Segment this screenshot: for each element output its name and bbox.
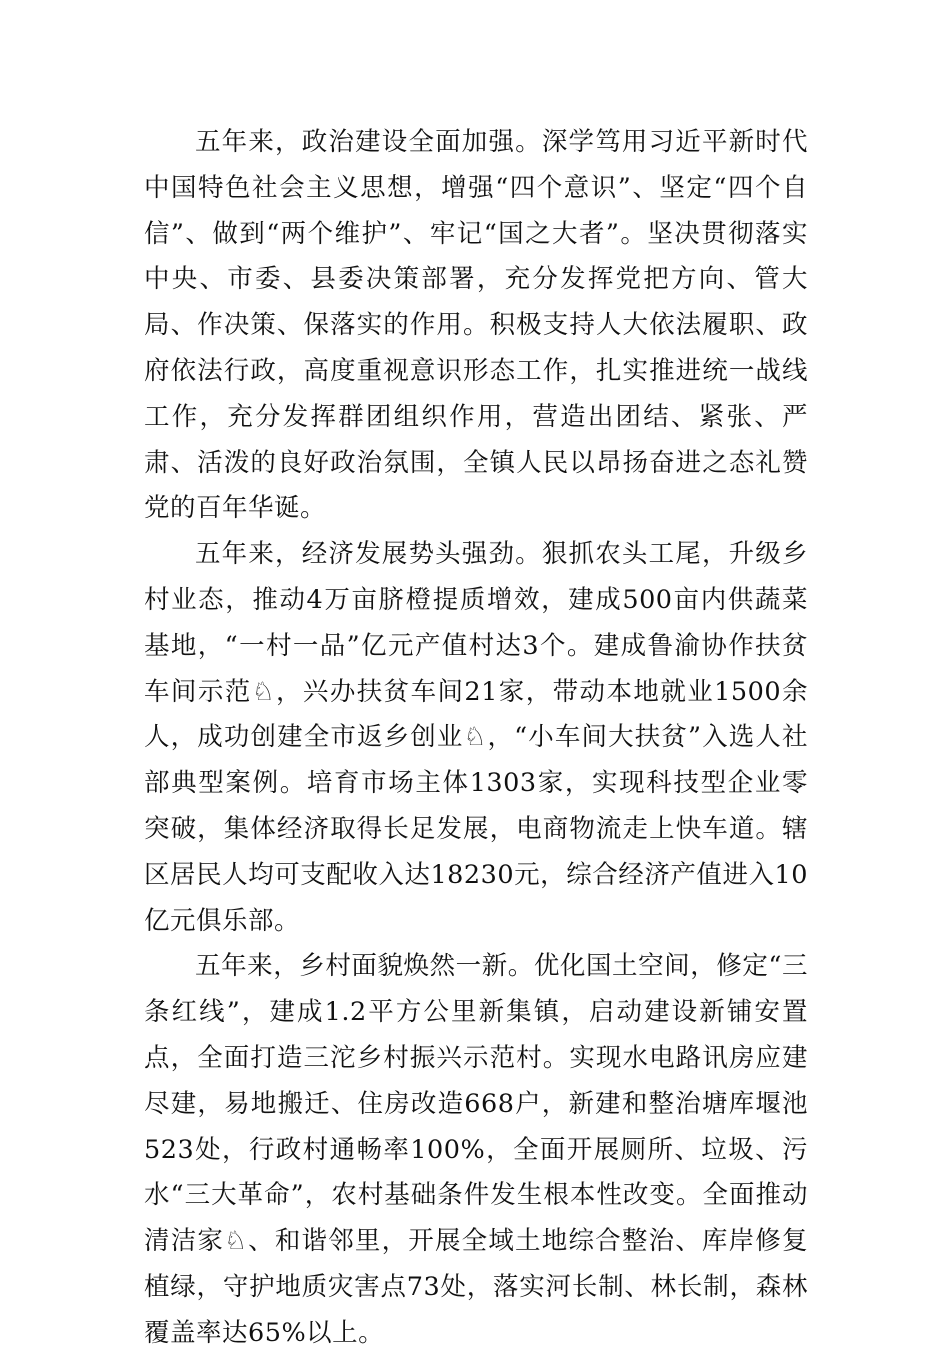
paragraph-rural-appearance: 五年来，乡村面貌焕然一新。优化国土空间，修定“三条红线”，建成1.2平方公里新集镇，启动建设新铺安置点，全面打造三沱乡村振兴示范村。实现水电路讯房应建尽建，易地搬迁、住房改造668户，新建和整治塘库堰池523处，行政村通畅率100%，全面开展厕所、垃圾、污水“三大革命”，农村基础条件发生根本性改变。全面推动清洁家♘、和谐邻里，开展全域土地综合整治、库岸修复植绿，守护地质灾害点73处，落实河长制、林长制，森林覆盖率达65%以上。: [144, 951, 808, 1348]
document-body: [144, 120, 808, 1357]
paragraph-political-building: 五年来，政治建设全面加强。深学笃用习近平新时代中国特色社会主义思想，增强“四个意识”、坚定“四个自信”、做到“两个维护”、牢记“国之大者”。坚决贯彻落实中央、市委、县委决策部署，充分发挥党把方向、管大局、作决策、保落实的作用。积极支持人大依法履职、政府依法行政，高度重视意识形态工作，扎实推进统一战线工作，充分发挥群团组织作用，营造出团结、紧张、严肃、活泼的良好政治氛围，全镇人民以昂扬奋进之态礼赞党的百年华诞。: [144, 127, 808, 524]
paragraph-economic-development: 五年来，经济发展势头强劲。狠抓农头工尾，升级乡村业态，推动4万亩脐橙提质增效，建成500亩内供蔬菜基地，“一村一品”亿元产值村达3个。建成鲁渝协作扶贫车间示范♘，兴办扶贫车间21家，带动本地就业1500余人，成功创建全市返乡创业♘，“小车间大扶贫”入选人社部典型案例。培育市场主体1303家，实现科技型企业零突破，集体经济取得长足发展，电商物流走上快车道。辖区居民人均可支配收入达18230元，综合经济产值进入10亿元俱乐部。: [144, 539, 808, 936]
